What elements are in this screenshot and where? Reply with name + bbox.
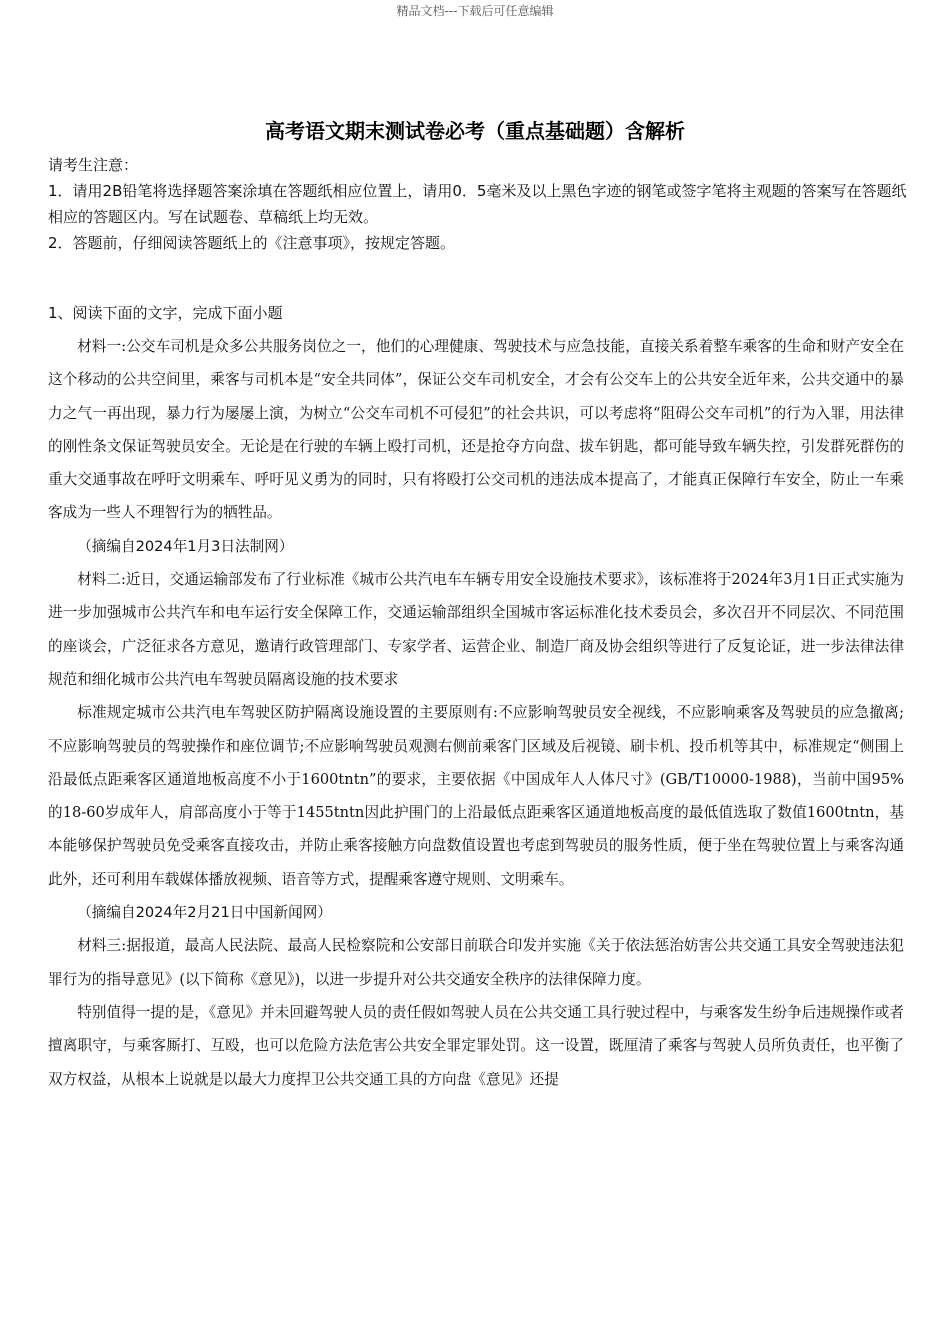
question-heading: 1、阅读下面的文字，完成下面小题 <box>48 304 283 322</box>
header-note: 精品文档---下载后可任意编辑 <box>396 4 554 18</box>
notice-item-1: 1．请用2B铅笔将选择题答案涂填在答题纸相应位置上，请用0．5毫米及以上黑色字迹的钢笔或签字笔将主观题的答案写在答题纸相应的答题区内。写在试题卷、草稿纸上均无效。 <box>48 182 907 226</box>
page-title: 高考语文期末测试卷必考（重点基础题）含解析 <box>265 119 685 143</box>
reading-passage <box>48 330 904 1096</box>
material-1-source: （摘编自2024年1月3日法制网） <box>77 537 294 555</box>
material-2-continuation: 标准规定城市公共汽电车驾驶区防护隔离设施设置的主要原则有:不应影响驾驶员安全视线，不应影响乘客及驾驶员的应急撤离;不应影响驾驶员的驾驶操作和座位调节;不应影响驾驶员观测右侧前乘客门区域及后视镜、刷卡机、投币机等其中，标准规定“侧围上沿最低点距乘客区通道地板高度不小于1600tntn”的要求，主要依据《中国成年人人体尺寸》(GB/T10000-1988)，当前中国95%的18-60岁成年人，肩部高度小于等于1455tntn因此护围门的上沿最低点距乘客区通道地板高度的最低值选取了数值1600tntn，基本能够保护驾驶员免受乘客直接攻击，并防止乘客接触方向盘数值设置也考虑到驾驶员的服务性质，便于坐在驾驶位置上与乘客沟通此外，还可利用车载媒体播放视频、语音等方式，提醒乘客遵守规则、文明乘车。 <box>48 704 904 888</box>
exam-notice <box>48 152 908 256</box>
material-2-source: （摘编自2024年2月21日中国新闻网） <box>77 904 332 922</box>
material-1-paragraph: 材料一:公交车司机是众多公共服务岗位之一，他们的心理健康、驾驶技术与应急技能，直接关系着整车乘客的生命和财产安全在这个移动的公共空间里，乘客与司机本是“安全共同体”，保证公交车司机安全，才会有公交车上的公共安全近年来，公共交通中的暴力之气一再出现，暴力行为屡屡上演，为树立“公交车司机不可侵犯”的社会共识，可以考虑将“阻碍公交车司机”的行为入罪，用法律的刚性条文保证驾驶员安全。无论是在行驶的车辆上殴打司机，还是抢夺方向盘、拔车钥匙，都可能导致车辆失控，引发群死群伤的重大交通事故在呼吁文明乘车、呼吁见义勇为的同时，只有将殴打公交司机的违法成本提高了，才能真正保障行车安全，防止一车乘客成为一些人不理智行为的牺牲品。 <box>48 338 904 522</box>
material-3-paragraph: 材料三:据报道，最高人民法院、最高人民检察院和公安部日前联合印发并实施《关于依法惩治妨害公共交通工具安全驾驶违法犯罪行为的指导意见》(以下简称《意见》)，以进一步提升对公共交通安全秩序的法律保障力度。 <box>48 937 904 988</box>
material-3-continuation: 特别值得一提的是，《意见》并未回避驾驶人员的责任假如驾驶人员在公共交通工具行驶过程中，与乘客发生纷争后违规操作或者擅离职守，与乘客厮打、互殴，也可以危险方法危害公共安全罪定罪处罚。这一设置，既厘清了乘客与驾驶人员所负责任，也平衡了双方权益，从根本上说就是以最大力度捍卫公共交通工具的方向盘《意见》还提 <box>48 1003 904 1088</box>
notice-item-2: 2．答题前，仔细阅读答题纸上的《注意事项》，按规定答题。 <box>48 234 456 252</box>
notice-heading: 请考生注意： <box>48 156 139 174</box>
material-2-paragraph: 材料二:近日，交通运输部发布了行业标准《城市公共汽电车车辆专用安全设施技术要求》，该标准将于2024年3月1日正式实施为进一步加强城市公共汽车和电车运行安全保障工作，交通运输部组织全国城市客运标准化技术委员会，多次召开不同层次、不同范围的座谈会，广泛征求各方意见，邀请行政管理部门、专家学者、运营企业、制造厂商及协会组织等进行了反复论证，进一步法律法律规范和细化城市公共汽电车驾驶员隔离设施的技术要求 <box>48 571 904 688</box>
